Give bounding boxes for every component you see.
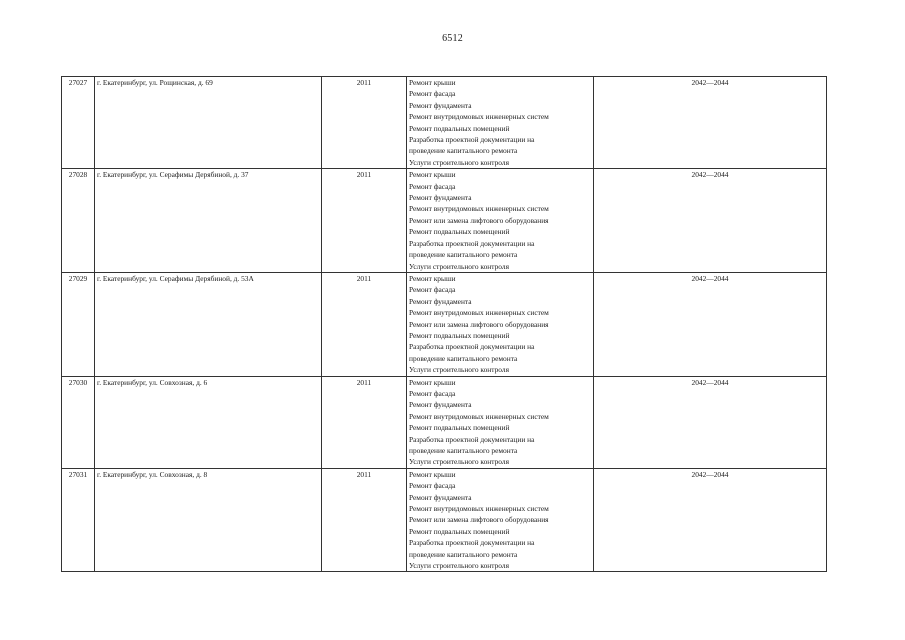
row-number-cell: 27028 (62, 169, 95, 273)
work-item: Ремонт фундамента (409, 193, 472, 203)
works-cell (407, 376, 594, 468)
work-item: проведение капитального ремонта (409, 446, 518, 455)
work-item: Ремонт подвальных помещений (409, 330, 510, 340)
work-item: Ремонт крыши (409, 377, 456, 387)
address-cell: г. Екатеринбург, ул. Серафимы Дерябиной, д. 37 (95, 169, 322, 273)
work-item: Услуги строительного контроля (409, 261, 509, 271)
address-cell: г. Екатеринбург, ул. Рощинская, д. 69 (95, 77, 322, 169)
work-item: проведение капитального ремонта (409, 549, 518, 559)
works-cell (407, 169, 594, 273)
row-number-cell: 27031 (62, 468, 95, 572)
period-cell: 2042—2044 (594, 468, 827, 572)
year-cell: 2011 (322, 77, 407, 169)
work-item: Услуги строительного контроля (409, 457, 509, 467)
work-item: Ремонт подвальных помещений (409, 123, 510, 133)
work-item: Ремонт подвальных помещений (409, 423, 510, 433)
work-item: Услуги строительного контроля (409, 365, 509, 375)
work-item: Ремонт внутридомовых инженерных систем (409, 411, 549, 421)
year-cell: 2011 (322, 272, 407, 376)
work-item: Ремонт фундамента (409, 492, 472, 502)
period-cell: 2042—2044 (594, 272, 827, 376)
work-item: проведение капитального ремонта (409, 146, 518, 156)
table-row (62, 272, 827, 376)
period-cell: 2042—2044 (594, 77, 827, 169)
year-cell: 2011 (322, 376, 407, 468)
registry-table (61, 76, 827, 572)
registry-table-body (62, 77, 827, 572)
work-item: Ремонт фасада (409, 388, 456, 398)
work-item: Услуги строительного контроля (409, 561, 509, 571)
work-item: Ремонт крыши (409, 78, 456, 87)
row-number-cell: 27027 (62, 77, 95, 169)
work-item: Разработка проектной документации на (409, 135, 535, 145)
work-item: Ремонт или замена лифтового оборудования (409, 215, 549, 225)
work-item: Ремонт крыши (409, 273, 456, 283)
works-cell (407, 272, 594, 376)
period-cell: 2042—2044 (594, 169, 827, 273)
work-item: Ремонт фасада (409, 481, 456, 491)
work-item: Ремонт фундамента (409, 400, 472, 410)
work-item: Ремонт внутридомовых инженерных систем (409, 204, 549, 214)
table-row (62, 169, 827, 273)
work-item: Ремонт фасада (409, 89, 456, 99)
address-cell: г. Екатеринбург, ул. Совхозная, д. 8 (95, 468, 322, 572)
table-row (62, 468, 827, 572)
work-item: Ремонт внутридомовых инженерных систем (409, 112, 549, 122)
work-item: Ремонт фундамента (409, 296, 472, 306)
work-item: Разработка проектной документации на (409, 238, 535, 248)
work-item: Ремонт крыши (409, 170, 456, 180)
year-cell: 2011 (322, 468, 407, 572)
year-cell: 2011 (322, 169, 407, 273)
work-item: Ремонт внутридомовых инженерных систем (409, 504, 549, 514)
table-row (62, 77, 827, 169)
work-item: проведение капитального ремонта (409, 353, 518, 363)
work-item: Ремонт или замена лифтового оборудования (409, 319, 549, 329)
work-item: Разработка проектной документации на (409, 342, 535, 352)
work-item: Ремонт подвальных помещений (409, 526, 510, 536)
work-item: Разработка проектной документации на (409, 434, 535, 444)
work-item: Ремонт или замена лифтового оборудования (409, 515, 549, 525)
work-item: Услуги строительного контроля (409, 157, 509, 167)
table-row (62, 376, 827, 468)
period-cell: 2042—2044 (594, 376, 827, 468)
row-number-cell: 27030 (62, 376, 95, 468)
work-item: Ремонт подвальных помещений (409, 227, 510, 237)
works-cell (407, 468, 594, 572)
work-item: Ремонт фасада (409, 181, 456, 191)
work-item: Ремонт фундамента (409, 100, 472, 110)
address-cell: г. Екатеринбург, ул. Совхозная, д. 6 (95, 376, 322, 468)
work-item: Ремонт фасада (409, 285, 456, 295)
works-cell (407, 77, 594, 169)
work-item: проведение капитального ремонта (409, 250, 518, 260)
address-cell: г. Екатеринбург, ул. Серафимы Дерябиной, д. 53А (95, 272, 322, 376)
page-number: 6512 (442, 33, 463, 44)
row-number-cell: 27029 (62, 272, 95, 376)
work-item: Разработка проектной документации на (409, 538, 535, 548)
work-item: Ремонт крыши (409, 469, 456, 479)
work-item: Ремонт внутридомовых инженерных систем (409, 308, 549, 318)
